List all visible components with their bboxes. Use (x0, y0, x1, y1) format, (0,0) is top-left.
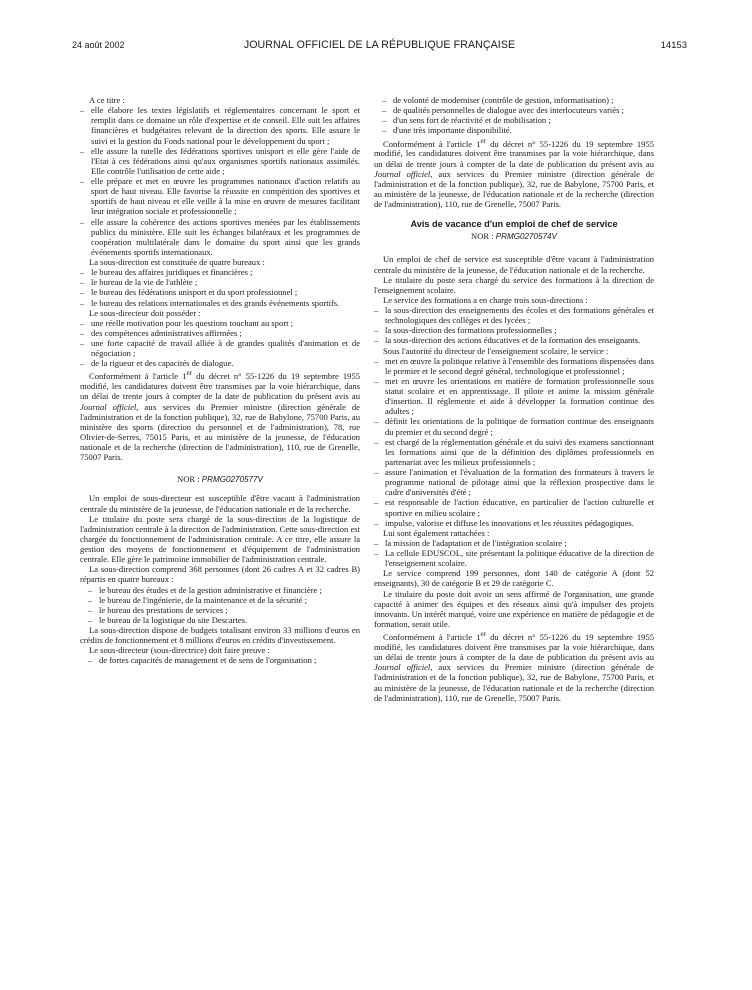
list-item: – elle élabore les textes législatifs et réglementaires concernant le sport et remplit dans ce domaine un rôle d'expertise et de conseil. Elle suit les affaires financières et budgétaires relevant de la direction des sports. Elle assure le suivi et la gestion du Fonds national pour le développement du sport ; (80, 105, 360, 146)
paragraph: Le titulaire du poste doit avoir un sens affirmé de l'organisation, une grande capacité à animer des équipes et des réseaux ainsi qu'à impulser des projets innovants. Un intérêt marqué, voire une expérience en matière de pédagogie et de formation, serait utile. (374, 588, 654, 629)
list-item: – de qualités personnelles de dialogue avec des interlocuteurs variés ; (374, 105, 654, 115)
section-heading: Avis de vacance d'un emploi de chef de service (410, 219, 618, 230)
list-item: – la sous-direction des enseignements des écoles et des formations générales et technologiques des collèges et des lycées ; (374, 305, 654, 325)
list-item: – elle assure la tutelle des fédérations sportives unisport et elle gère l'aide de l'Etat à ces fédérations ainsi qu'aux organismes sportifs nationaux assimilés. Elle contrôle l'utilisation de cette aide ; (80, 146, 360, 176)
paragraph: Sous l'autorité du directeur de l'enseignement scolaire, le service : (383, 345, 609, 356)
nor-reference: NOR : PRMG0270577V (177, 474, 263, 485)
paragraph: Le sous-directeur doit posséder : (89, 307, 201, 318)
list-item: – le bureau des affaires juridiques et financières ; (80, 267, 360, 277)
paragraph: Le service des formations a en charge trois sous-directions : (383, 294, 588, 305)
list-item: – des compétences administratives affirmées ; (80, 328, 360, 338)
paragraph: La sous-direction est constituée de quatre bureaux : (89, 257, 265, 267)
list-item: – une réelle motivation pour les questions touchant au sport ; (80, 318, 360, 328)
journal-title: JOURNAL OFFICIEL DE LA RÉPUBLIQUE FRANÇAISE (243, 39, 516, 51)
list-item: – de volonté de moderniser (contrôle de gestion, informatisation) ; (374, 95, 654, 105)
list-item: – une forte capacité de travail alliée à de grandes qualités d'animation et de négociation ; (80, 338, 360, 358)
paragraph: La sous-direction comprend 368 personnes (dont 26 cadres A et 32 cadres B) répartis en quatre bureaux : (80, 564, 360, 585)
conformity-paragraph: Conformément à l'article 1er du décret n° 55-1226 du 19 septembre 1955 modifié, les candidatures doivent être transmises par la voie hiérarchique, dans un délai de trente jours à compter de la date de publication du présent avis au Journal officiel, aux services du Premier ministre (direction générale de l'administration et de la fonction publique), 32, rue de Babylone, 75700 Paris, et au ministère de la jeunesse, de l'éducation nationale et de la recherche (direction de l'administration), 110, rue de Grenelle, 75007 Paris. (374, 630, 654, 703)
list-item: – le bureau de l'ingénierie, de la maintenance et de la sécurité ; (80, 595, 360, 605)
issue-date: 24 août 2002 (72, 40, 125, 50)
conformity-paragraph: Conformément à l'article 1er du décret n° 55-1226 du 19 septembre 1955 modifié, les candidatures doivent être transmises par la voie hiérarchique, dans un délai de trente jours à compter de la date de publication du présent avis au Journal officiel, aux services du Premier ministre (direction générale de l'administration et de la fonction publique), 32, rue de Babylone, 75700 Paris, et au ministère de la jeunesse, de l'éducation nationale et de la recherche (direction de l'administration), 110, rue de Grenelle, 75007 Paris. (374, 136, 654, 210)
list-item: – est chargé de la réglementation générale et du suivi des examens sanctionnant les formations ainsi que de la définition des diplômes professionnels en partenariat avec les milieux professionnels ; (374, 437, 654, 467)
paragraph: Le sous-directeur (sous-directrice) doit faire preuve : (89, 645, 270, 656)
list-item: – met en œuvre les orientations en matière de formation professionnelle sous statut scolaire et en apprentissage. Il pilote et anime la mission générale d'insertion. Il réglemente et aide à développer la formation continue des adultes ; (374, 376, 654, 417)
list-item: – d'une très importante disponibilité. (374, 125, 654, 135)
paragraph: Lui sont également rattachées : (383, 527, 490, 538)
list-item: – de la rigueur et des capacités de dialogue. (80, 358, 360, 368)
list-item: – La cellule EDUSCOL, site présentant la politique éducative de la direction de l'enseignement scolaire. (374, 548, 654, 568)
list-item: – le bureau de la logistique du site Descartes. (80, 615, 360, 625)
paragraph: Un emploi de chef de service est susceptible d'être vacant à l'administration centrale du ministère de la jeunesse, de l'éducation nationale et de la recherche. (374, 254, 654, 275)
list-item: – définit les orientations de la politique de formation continue des enseignants du premier et du second degré ; (374, 416, 654, 436)
paragraph: Le titulaire du poste sera chargé du service des formations à la direction de l'enseignement scolaire. (374, 274, 654, 295)
page-header (72, 40, 687, 56)
list-item: – elle assure la cohérence des actions sportives menées par les établissements publics du ministère. Elle suit les échanges bilatéraux et les programmes de coopération multilatérale dans le domaine du sport ainsi que les grands événements sportifs internationaux. (80, 217, 360, 258)
list-item: – est responsable de l'action éducative, en particulier de l'action culturelle et sportive en milieu scolaire ; (374, 497, 654, 517)
nor-reference: NOR : PRMG0270574V (471, 231, 557, 242)
paragraph: La sous-direction dispose de budgets totalisant environ 33 millions d'euros en crédits de fonctionnement et 8 millions d'euros en crédits d'investissement. (80, 625, 360, 646)
page-number: 14153 (660, 40, 687, 51)
list-item: – de fortes capacités de management et de sens de l'organisation ; (80, 655, 360, 665)
list-item: – le bureau de la vie de l'athlète ; (80, 277, 360, 287)
paragraph: Un emploi de sous-directeur est susceptible d'être vacant à l'administration centrale du ministère de la jeunesse, de l'éducation nationale et de la recherche. (80, 493, 360, 514)
list-item: – la sous-direction des actions éducatives et de la formation des enseignants. (374, 335, 654, 345)
paragraph: Le titulaire du poste sera chargé de la sous-direction de la logistique de l'administration centrale à la direction de l'administration. Cette sous-direction est chargée du fonctionnement de l'administration centrale. A ce titre, elle assure la gestion des moyens de fonctionnement et d'équipement de l'administration centrale. Elle gère le patrimoine immobilier de l'administration centrale. (80, 513, 360, 565)
list-item: – la sous-direction des formations professionnelles ; (374, 325, 654, 335)
list-item: – le bureau des fédérations unisport et du sport professionnel ; (80, 287, 360, 297)
paragraph: Le service comprend 199 personnes, dont 140 de catégorie A (dont 52 enseignants), 30 de catégorie B et 29 de catégorie C. (374, 568, 654, 589)
conformity-paragraph: Conformément à l'article 1er du décret n° 55-1226 du 19 septembre 1955 modifié, les candidatures doivent être transmises par la voie hiérarchique, dans un délai de trente jours à compter de la date de publication du présent avis au Journal officiel, aux services du Premier ministre (direction générale de l'administration et de la fonction publique), 32, rue de Babylone, 75700 Paris, au ministère des sports (direction du personnel et de l'administration), 78, rue Olivier-de-Serres, 75015 Paris, et au ministère de la jeunesse, de l'éducation nationale et de la recherche (direction de l'administration), 110, rue de Grenelle, 75007 Paris. (80, 369, 360, 463)
paragraph: A ce titre : (89, 95, 125, 105)
list-item: – le bureau des relations internationales et des grands événements sportifs. (80, 298, 360, 308)
list-item: – la mission de l'adaptation et de l'intégration scolaire ; (374, 538, 654, 548)
list-item: – met en œuvre la politique relative à l'ensemble des formations dispensées dans le premier et le second degré général, technologique et professionnel ; (374, 356, 654, 376)
list-item: – elle prépare et met en œuvre les programmes nationaux d'action relatifs au sport de haut niveau. Elle favorise la réussite en compétition des sportives et sportifs de haut niveau et elle veille à la mise en œuvre de mesures facilitant leur intégration sociale et professionnelle ; (80, 176, 360, 217)
list-item: – le bureau des études et de la gestion administrative et financière ; (80, 585, 360, 595)
list-item: – le bureau des prestations de services ; (80, 605, 360, 615)
right-column (374, 95, 654, 703)
list-item: – assure l'animation et l'évaluation de la formation des formateurs à travers le programme national de pilotage ainsi que la réflexion prospective dans le cadre d'universités d'été ; (374, 467, 654, 497)
list-item: – d'un sens fort de réactivité et de mobilisation ; (374, 115, 654, 125)
left-column (80, 95, 360, 666)
list-item: – impulse, valorise et diffuse les innovations et les réussites pédagogiques. (374, 518, 654, 528)
